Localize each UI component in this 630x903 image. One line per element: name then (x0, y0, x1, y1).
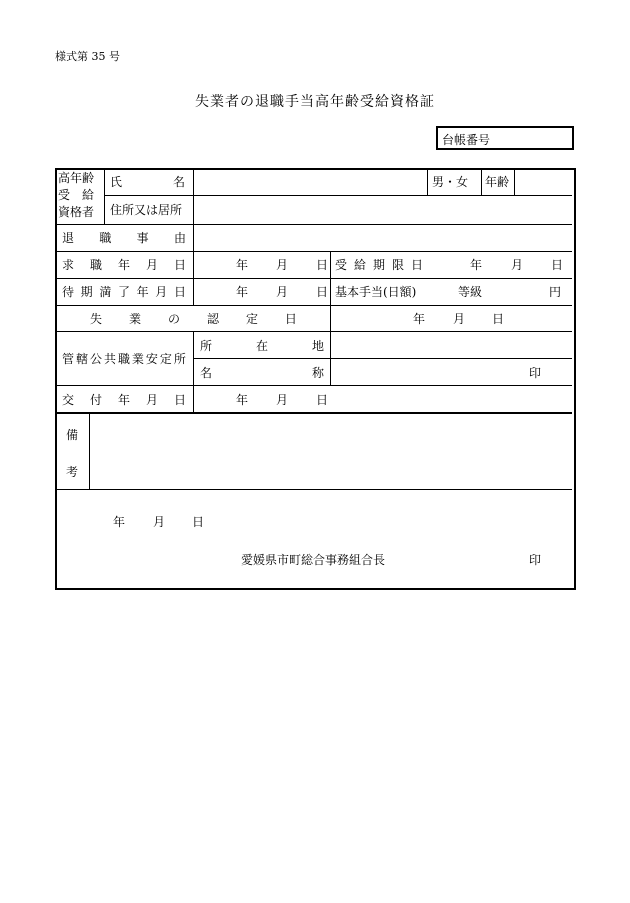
issuer-name: 愛媛県市町総合事務組合長 (241, 553, 386, 567)
job-seek-year: 年 (236, 258, 249, 272)
basic-allowance-label: 基本手当(日額) (335, 285, 417, 299)
waiting-end-day: 日 (316, 285, 329, 299)
unemployment-cert-day: 日 (492, 312, 505, 326)
benefit-period-label: 受 給 期 限 日 (335, 258, 423, 272)
benefit-period-day: 日 (551, 258, 564, 272)
waiting-end-year: 年 (236, 285, 249, 299)
job-seek-month: 月 (276, 258, 289, 272)
grade-label: 等級 (458, 285, 483, 299)
footer-year: 年 (113, 515, 126, 529)
office-location-field[interactable] (334, 334, 569, 356)
gender-select[interactable]: 男・女 (432, 175, 469, 189)
job-seek-day: 日 (316, 258, 329, 272)
remarks-label-1: 備 (66, 428, 79, 442)
address-label: 住所又は居所 (110, 203, 183, 217)
office-location-label: 所 在 地 (200, 339, 324, 353)
yen-label: 円 (549, 285, 562, 299)
retirement-reason-field[interactable] (197, 227, 569, 249)
waiting-end-label: 待 期 満 了 年 月 日 (62, 285, 186, 299)
name-label: 氏 名 (110, 175, 185, 189)
form-number: 様式第 35 号 (55, 50, 120, 63)
issue-date-label: 交 付 年 月 日 (62, 393, 186, 407)
ledger-number-box[interactable] (436, 126, 574, 150)
remarks-field[interactable] (93, 416, 569, 486)
address-field[interactable] (197, 198, 569, 222)
footer-month: 月 (153, 515, 166, 529)
benefit-period-year: 年 (470, 258, 483, 272)
ledger-number-label: 台帳番号 (442, 133, 491, 147)
name-field[interactable] (197, 171, 425, 193)
job-seek-date-label: 求 職 年 月 日 (62, 258, 186, 272)
age-label: 年齢 (485, 175, 510, 189)
remarks-label-2: 考 (66, 465, 79, 479)
unemployment-cert-year: 年 (413, 312, 426, 326)
waiting-end-month: 月 (276, 285, 289, 299)
retirement-reason-label: 退 職 事 由 (62, 231, 186, 245)
qualified-group-label: 高年齢 受 給 資格者 (58, 171, 95, 219)
unemployment-cert-label: 失 業 の 認 定 日 (90, 312, 297, 326)
footer-day: 日 (192, 515, 205, 529)
page-title: 失業者の退職手当高年齢受給資格証 (195, 94, 435, 110)
issue-year: 年 (236, 393, 249, 407)
age-field[interactable] (517, 171, 569, 193)
benefit-period-month: 月 (511, 258, 524, 272)
office-label: 管 轄 公 共 職 業 安 定 所 (62, 352, 186, 366)
issue-day: 日 (316, 393, 329, 407)
issuer-seal: 印 (529, 553, 542, 567)
unemployment-cert-month: 月 (453, 312, 466, 326)
office-name-label: 名 称 (200, 366, 324, 380)
office-seal: 印 (529, 366, 542, 380)
issue-month: 月 (276, 393, 289, 407)
